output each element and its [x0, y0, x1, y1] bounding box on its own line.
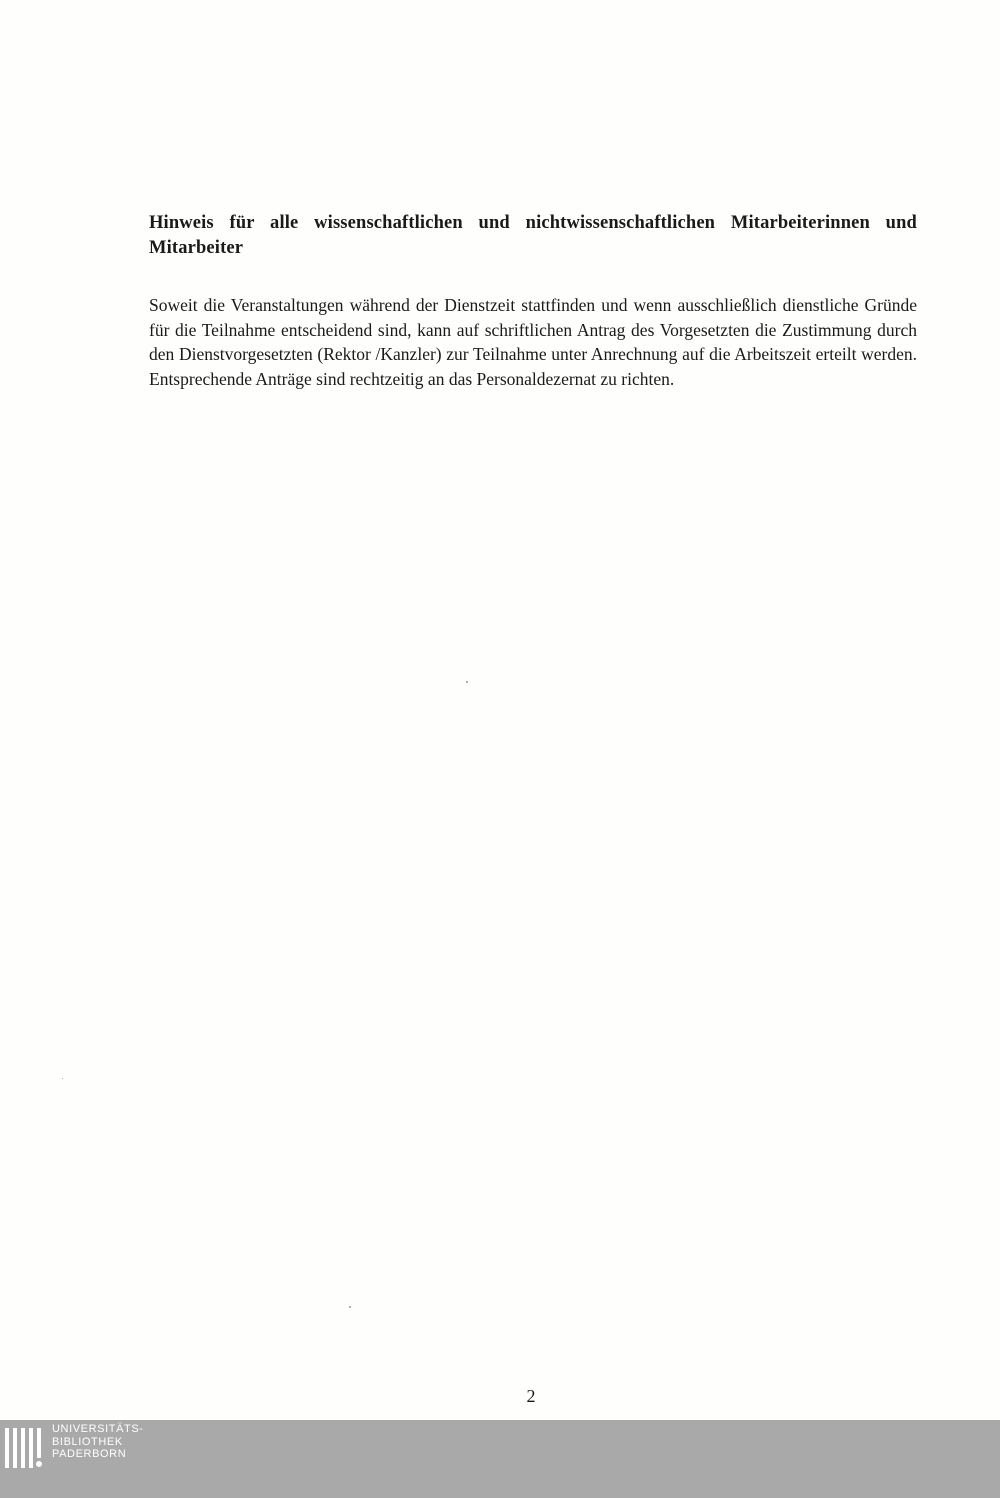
- notice-heading: Hinweis für alle wissenschaftlichen und nichtwissenschaftlichen Mitarbeiterinnen und Mitarbeiter: [149, 213, 917, 258]
- logo-line: BIBLIOTHEK: [52, 1435, 123, 1448]
- scan-speck: [466, 681, 468, 683]
- scan-speck: [62, 1078, 63, 1079]
- library-logo-icon: [4, 1426, 44, 1490]
- logo-line: UNIVERSITÄTS-: [52, 1423, 144, 1435]
- notice-paragraph: Soweit die Veranstaltungen während der Dienstzeit stattfinden und wenn ausschließlich dienstliche Gründe für die Teilnahme entscheidend sind, kann auf schriftlichen Antrag des Vorgesetzten die Zustimmung durch den Dienstvorgesetzten (Rektor /Kanzler) zur Teilnahme unter Anrechnung auf die Arbeitszeit erteilt werden. Entsprechende Anträge sind rechtzeitig an das Personaldezernat zu richten.: [149, 295, 917, 389]
- library-logo-wordmark: [52, 1423, 144, 1461]
- notice-section: [149, 211, 917, 391]
- library-footer-bar: [0, 1420, 1000, 1498]
- scan-speck: [349, 1306, 351, 1308]
- logo-line: PADERBORN: [52, 1448, 127, 1460]
- page-number: 2: [526, 1386, 536, 1406]
